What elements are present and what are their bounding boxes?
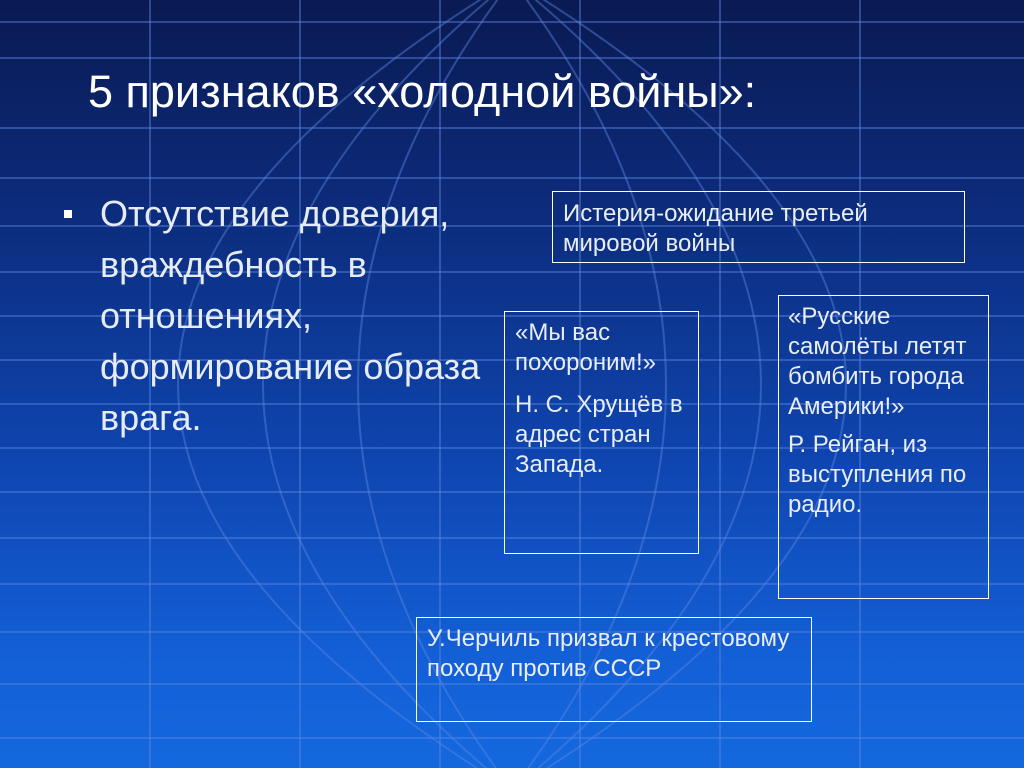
bullet-text: Отсутствие доверия, враждебность в отношениях, формирование образа врага.	[100, 193, 481, 438]
reagan-box	[778, 295, 989, 599]
churchill-box	[416, 617, 812, 722]
slide-title: 5 признаков «холодной войны»:	[88, 66, 757, 117]
khrushchev-quote: «Мы вас похороним!»	[515, 319, 657, 376]
hysteria-box	[552, 191, 965, 263]
reagan-source: Р. Рейган, из выступления по радио.	[788, 431, 967, 518]
churchill-text: У.Черчиль призвал к крестовому походу против СССР	[427, 625, 790, 682]
khrushchev-source: Н. С. Хрущёв в адрес стран Запада.	[515, 391, 683, 478]
bullet-marker	[64, 210, 72, 218]
hysteria-text: Истерия-ожидание третьей мировой войны	[563, 200, 868, 257]
khrushchev-box	[504, 311, 699, 554]
reagan-quote: «Русские самолёты летят бомбить города Америки!»	[788, 303, 967, 420]
